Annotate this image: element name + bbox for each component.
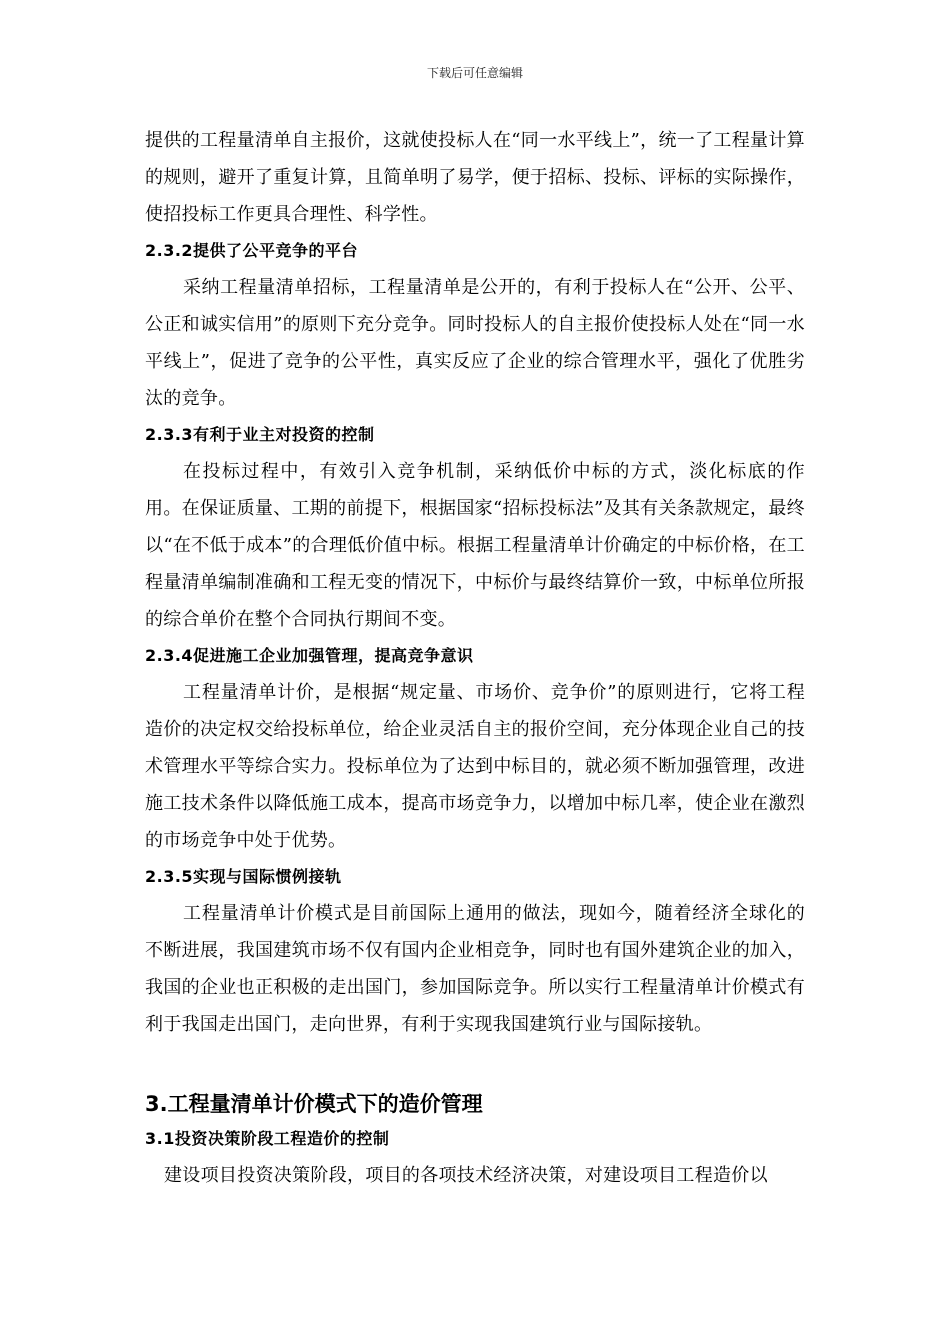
paragraph-investment-control: 在投标过程中，有效引入竞争机制，采纳低价中标的方式，淡化标底的作用。在保证质量、工期的前提下，根据国家“招标投标法”及其有关条款规定，最终以“在不低于成本”的合理低价值中标。根据工程量清单计价确定的中标价格，在工程量清单编制准确和工程无变的情况下，中标价与最终结算价一致，中标单位所报的综合单价在整个合同执行期间不变。 — [145, 461, 805, 630]
section-heading-2-3-5: 2.3.5实现与国际惯例接轨 — [145, 867, 342, 886]
paragraph-continuation: 提供的工程量清单自主报价，这就使投标人在“同一水平线上”，统一了工程量计算的规则，避开了重复计算，且简单明了易学，便于招标、投标、评标的实际操作，使招投标工作更具合理性、科学性。 — [145, 130, 805, 225]
section-heading-2-3-4: 2.3.4促进施工企业加强管理，提高竞争意识 — [145, 646, 474, 665]
chapter-heading-3: 3.工程量清单计价模式下的造价管理 — [145, 1092, 483, 1116]
page-header: 下载后可任意编辑 — [426, 66, 523, 80]
section-heading-3-1: 3.1投资决策阶段工程造价的控制 — [145, 1129, 390, 1148]
paragraph-fair-competition: 采纳工程量清单招标，工程量清单是公开的，有利于投标人在“公开、公平、公正和诚实信用”的原则下充分竞争。同时投标人的自主报价使投标人处在“同一水平线上”，促进了竞争的公平性，真实反应了企业的综合管理水平，强化了优胜劣汰的竞争。 — [145, 277, 805, 409]
document-body — [145, 122, 805, 1194]
section-heading-2-3-3: 2.3.3有利于业主对投资的控制 — [145, 425, 375, 444]
section-heading-2-3-2: 2.3.2提供了公平竞争的平台 — [145, 241, 359, 260]
paragraph-management: 工程量清单计价，是根据“规定量、市场价、竞争价”的原则进行，它将工程造价的决定权交给投标单位，给企业灵活自主的报价空间，充分体现企业自己的技术管理水平等综合实力。投标单位为了达到中标目的，就必须不断加强管理，改进施工技术条件以降低施工成本，提高市场竞争力，以增加中标几率，使企业在激烈的市场竞争中处于优势。 — [145, 682, 805, 851]
paragraph-international: 工程量清单计价模式是目前国际上通用的做法，现如今，随着经济全球化的不断进展，我国建筑市场不仅有国内企业相竞争，同时也有国外建筑企业的加入，我国的企业也正积极的走出国门，参加国际竞争。所以实行工程量清单计价模式有利于我国走出国门，走向世界，有利于实现我国建筑行业与国际接轨。 — [145, 903, 805, 1035]
paragraph-decision-stage: 建设项目投资决策阶段，项目的各项技术经济决策，对建设项目工程造价以 — [164, 1165, 768, 1186]
